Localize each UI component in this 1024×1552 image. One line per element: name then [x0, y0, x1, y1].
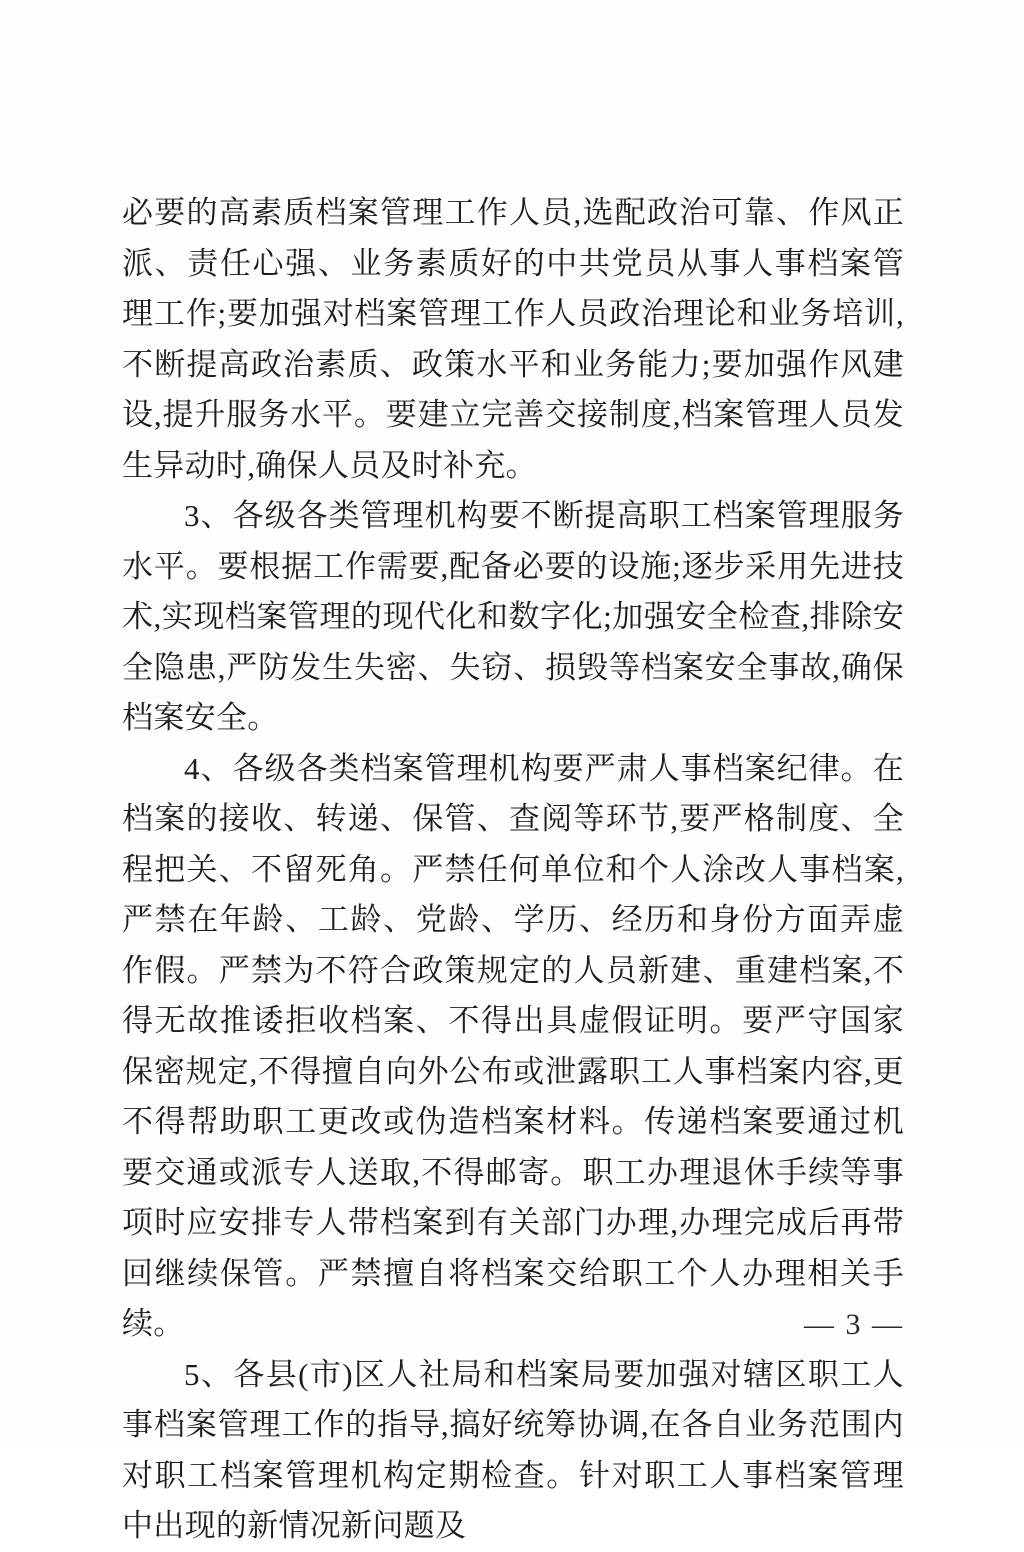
body-paragraph-item-4: 4、各级各类档案管理机构要严肃人事档案纪律。在档案的接收、转递、保管、查阅等环节,要严格制度、全程把关、不留死角。严禁任何单位和个人涂改人事档案,严禁在年龄、工龄、党龄、学历、经历和身份方面弄虚作假。严禁为不符合政策规定的人员新建、重建档案,不得无故推诿拒收档案、不得出具虚假证明。要严守国家保密规定,不得擅自向外公布或泄露职工人事档案内容,更不得帮助职工更改或伪造档案材料。传递档案要通过机要交通或派专人送取,不得邮寄。职工办理退休手续等事项时应安排专人带档案到有关部门办理,办理完成后再带回继续保管。严禁擅自将档案交给职工个人办理相关手续。	[122, 750, 904, 1341]
page-number: — 3 —	[804, 1308, 904, 1341]
body-paragraph-item-3: 3、各级各类管理机构要不断提高职工档案管理服务水平。要根据工作需要,配备必要的设施;逐步采用先进技术,实现档案管理的现代化和数字化;加强安全检查,排除安全隐患,严防发生失密、失窃、损毁等档案安全事故,确保档案安全。	[122, 498, 904, 735]
body-paragraph-continuation: 必要的高素质档案管理工作人员,选配政治可靠、作风正派、责任心强、业务素质好的中共党员从事人事档案管理工作;要加强对档案管理工作人员政治理论和业务培训,不断提高政治素质、政策水平和业务能力;要加强作风建设,提升服务水平。要建立完善交接制度,档案管理人员发生异动时,确保人员及时补充。	[122, 195, 904, 483]
document-body	[122, 188, 904, 1552]
body-paragraph-item-5: 5、各县(市)区人社局和档案局要加强对辖区职工人事档案管理工作的指导,搞好统筹协调,在各自业务范围内对职工档案管理机构定期检查。针对职工人事档案管理中出现的新情况新问题及	[122, 1356, 904, 1543]
